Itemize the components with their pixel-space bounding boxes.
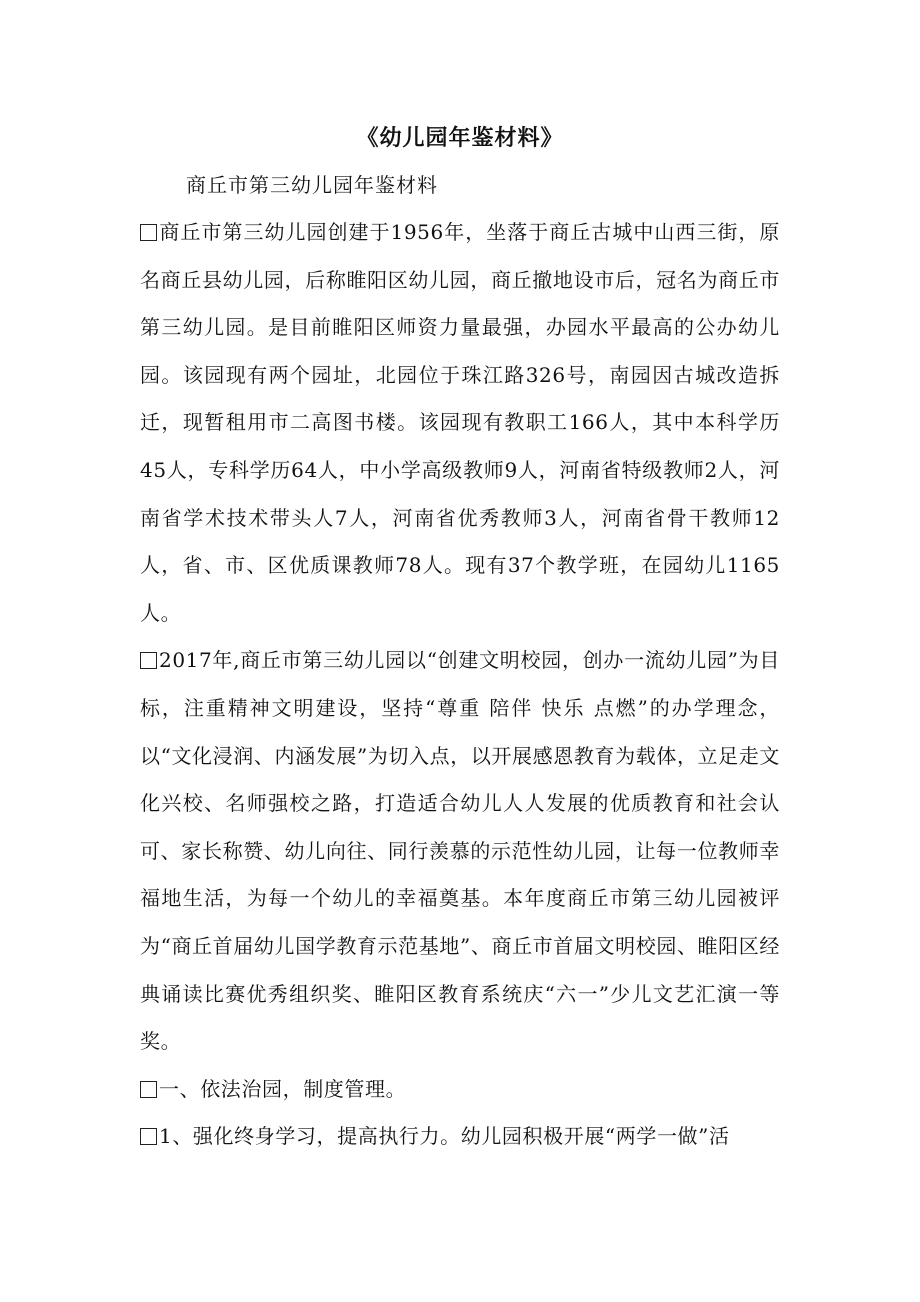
- paragraph-text: 商丘市第三幼儿园创建于1956年，坐落于商丘古城中山西三街，原名商丘县幼儿园，后称睢阳区幼儿园，商丘撤地设市后，冠名为商丘市第三幼儿园。是目前睢阳区师资力量最强，办园水平最高的公办幼儿园。该园现有两个园址，北园位于珠江路326号，南园因古城改造拆迁，现暂租用市二高图书楼。该园现有教职工166人，其中本科学历45人，专科学历64人，中小学高级教师9人，河南省特级教师2人，河南省学术技术带头人7人，河南省优秀教师3人，河南省骨干教师12人，省、市、区优质课教师78人。现有37个教学班，在园幼儿1165人。: [140, 220, 780, 625]
- checkbox-glyph-icon: [140, 652, 157, 669]
- checkbox-glyph-icon: [140, 1081, 157, 1098]
- paragraph-text: 1、强化终身学习，提高执行力。幼儿园积极开展“两学一做”活: [159, 1124, 730, 1149]
- paragraph-text: 一、依法治园，制度管理。: [159, 1076, 407, 1101]
- paragraph-intro: [140, 209, 780, 637]
- checkbox-glyph-icon: [140, 224, 157, 241]
- document-title: 《幼儿园年鉴材料》: [356, 125, 564, 151]
- paragraph-2017: [140, 637, 780, 1065]
- paragraph-item-1: [140, 1113, 780, 1161]
- document-subtitle: 商丘市第三幼儿园年鉴材料: [186, 173, 438, 197]
- paragraph-text: 2017年,商丘市第三幼儿园以“创建文明校园，创办一流幼儿园”为目标，注重精神文明建设，坚持“尊重 陪伴 快乐 点燃”的办学理念，以“文化浸润、内涵发展”为切入点，以开展感恩教育为载体，立足走文化兴校、名师强校之路，打造适合幼儿人人发展的优质教育和社会认可、家长称赞、幼儿向往、同行羡慕的示范性幼儿园，让每一位教师幸福地生活，为每一个幼儿的幸福奠基。本年度商丘市第三幼儿园被评为“商丘首届幼儿国学教育示范基地”、商丘市首届文明校园、睢阳区经典诵读比赛优秀组织奖、睢阳区教育系统庆“六一”少儿文艺汇演一等奖。: [140, 648, 780, 1054]
- document-body: [140, 209, 780, 1161]
- checkbox-glyph-icon: [140, 1128, 157, 1145]
- section-heading-1: [140, 1066, 780, 1114]
